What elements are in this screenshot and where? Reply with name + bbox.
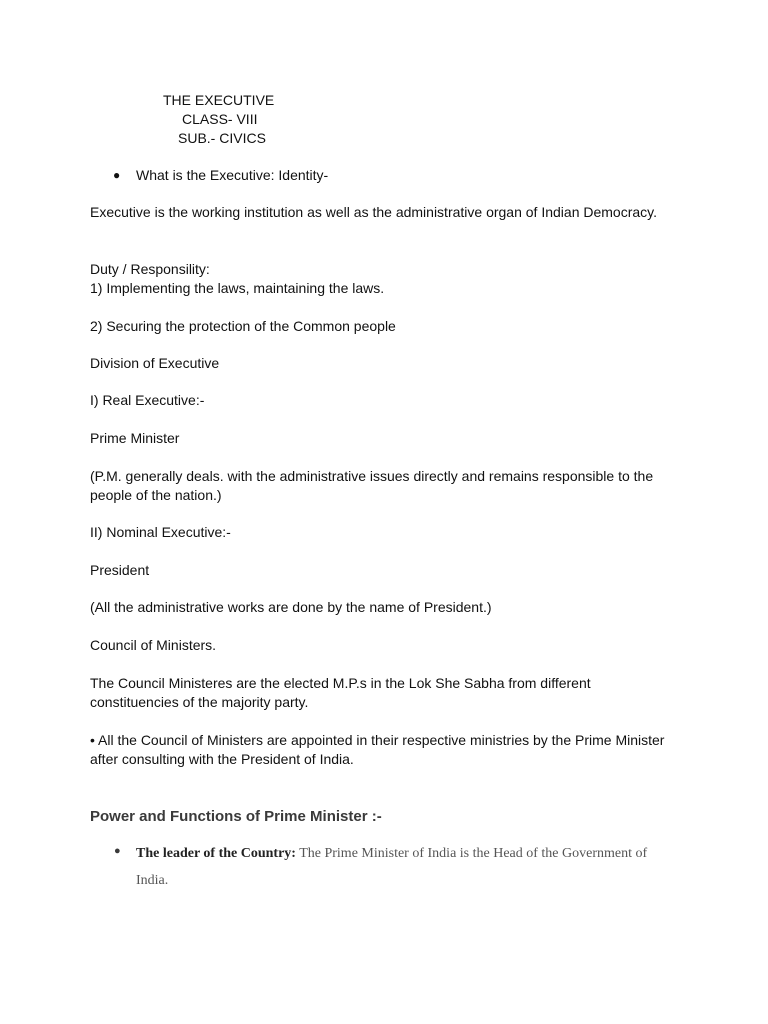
bullet-icon: ● [114, 845, 121, 857]
council-appointment-note: • All the Council of Ministers are appointed in their respective ministries by the Prime Minister after consulting with the President of India. [90, 732, 665, 767]
duty-heading: Duty / Responsility: [90, 261, 210, 277]
council-heading: Council of Ministers. [90, 637, 217, 653]
subject-label: SUB.- CIVICS [178, 130, 266, 146]
document-title: THE EXECUTIVE [163, 92, 275, 108]
duty-item-2: 2) Securing the protection of the Common people [90, 318, 396, 334]
division-heading: Division of Executive [90, 355, 220, 371]
president-note: (All the administrative works are done by the name of President.) [90, 599, 492, 615]
council-note: The Council Ministeres are the elected M.P.s in the Lok She Sabha from different constituencies of the majority party. [90, 675, 591, 710]
class-label: CLASS- VIII [182, 111, 258, 127]
prime-minister-label: Prime Minister [90, 430, 180, 446]
power-item-1 [136, 840, 676, 894]
identity-question: What is the Executive: Identity- [136, 167, 329, 183]
president-label: President [90, 562, 150, 578]
nominal-executive-heading: II) Nominal Executive:- [90, 524, 231, 540]
powers-heading: Power and Functions of Prime Minister :- [90, 808, 382, 825]
prime-minister-note: (P.M. generally deals. with the administrative issues directly and remains responsible to the people of the nation.) [90, 468, 654, 503]
definition-paragraph: Executive is the working institution as well as the administrative organ of Indian Democracy. [90, 204, 658, 220]
power-item-1-text: The Prime Minister of India is the Head of the Government of India. [136, 846, 648, 888]
real-executive-heading: I) Real Executive:- [90, 392, 205, 408]
bullet-icon: ● [113, 168, 121, 182]
duty-item-1: 1) Implementing the laws, maintaining the laws. [90, 280, 385, 296]
power-item-1-title: The leader of the Country: [136, 846, 296, 861]
